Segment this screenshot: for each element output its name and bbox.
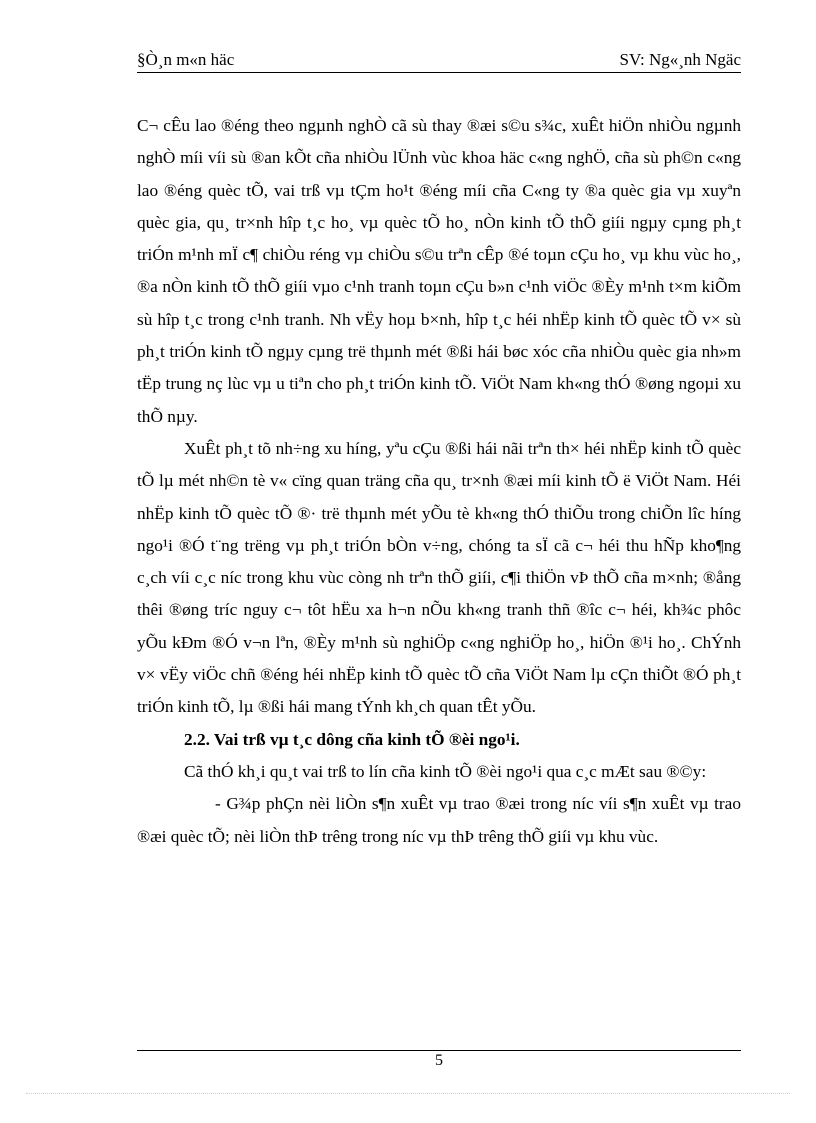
header-course-title: §Ò¸n m«n häc [137,50,235,69]
bullet-item: - G¾p phÇn nèi liÒn s¶n xuÊt vµ trao ®æi trong níc víi s¶n xuÊt vµ trao ®æi quèc tÕ; nèi liÒn thÞ trêng trong níc vµ thÞ trêng thÕ giíi vµ khu vùc. [137,794,741,846]
header-student-name: SV: Ng«¸nh Ngäc [619,50,741,69]
page-body [137,110,741,853]
page-border [26,1093,790,1094]
header-rule [137,72,741,73]
section-heading: 2.2. Vai trß vµ t¸c dông cña kinh tÕ ®èi ngo¹i. [184,729,520,749]
paragraph-1: C¬ cÊu lao ®éng theo ngµnh nghÒ cã sù thay ®æi s©u s¾c, xuÊt hiÖn nhiÒu ngµnh nghÒ míi víi sù ®an kÕt cña nhiÒu lÜnh vùc khoa häc c«ng nghÖ, cña sù ph©n c«ng lao ®éng quèc tÕ, vai trß vµ tÇm ho¹t ®éng míi cña C«ng ty ®a quèc gia vµ xuyªn quèc gia, qu¸ tr×nh hîp t¸c ho¸ vµ quèc tÕ ho¸ nÒn kinh tÕ thÕ giíi ngµy cµng ph¸t triÓn m¹nh mÏ c¶ chiÒu réng vµ chiÒu s©u trªn cÊp ®é toµn cÇu ho¸ vµ khu vùc ho¸, ®a nÒn kinh tÕ thÕ giíi vµo c¹nh tranh toµn cÇu b»n c¹nh viÖc ®Èy m¹nh t×m kiÕm sù hîp t¸c trong c¹nh tranh. Nh vËy hoµ b×nh, hîp t¸c héi nhËp kinh tÕ quèc tÕ v× sù ph¸t triÓn kinh tÕ ngµy cµng trë thµnh mét ®ßi hái bøc xóc cña nhiÒu quèc gia nh»m tËp trung nç lùc vµ u tiªn cho ph¸t triÓn kinh tÕ. ViÖt Nam kh«ng thÓ ®øng ngoµi xu thÕ nµy. [137,116,741,426]
footer-rule [137,1050,741,1051]
page-header [137,50,741,72]
paragraph-2: XuÊt ph¸t tõ nh÷ng xu híng, yªu cÇu ®ßi hái nãi trªn th× héi nhËp kinh tÕ quèc tÕ lµ mét nh©n tè v« cïng quan träng cña qu¸ tr×nh ®æi míi kinh tÕ ë ViÖt Nam. Héi nhËp kinh tÕ quèc tÕ ®· trë thµnh mét yÕu tè kh«ng thÓ thiÕu trong chiÕn lîc híng ngo¹i ®Ó t¨ng trëng vµ ph¸t triÓn bÒn v÷ng, chóng ta sÏ cã c¬ héi thu hÑp kho¶ng c¸ch víi c¸c níc trong khu vùc còng nh trªn thÕ giíi, c¶i thiÖn vÞ thÕ cña m×nh; ®ång thêi ®øng tríc nguy c¬ tôt hËu xa h¬n nÕu kh«ng tranh thñ ®îc c¬ héi, kh¾c phôc yÕu kÐm ®Ó v¬n lªn, ®Èy m¹nh sù nghiÖp c«ng nghiÖp ho¸, hiÖn ®¹i ho¸. ChÝnh v× vËy viÖc chñ ®éng héi nhËp kinh tÕ quèc tÕ cña ViÖt Nam lµ cÇn thiÕt ®Ó ph¸t triÓn kinh tÕ, lµ ®ßi hái mang tÝnh kh¸ch quan tÊt yÕu. [137,438,741,717]
section-intro: Cã thÓ kh¸i qu¸t vai trß to lín cña kinh tÕ ®èi ngo¹i qua c¸c mÆt sau ®©y: [184,761,707,781]
page-number: 5 [435,1052,443,1069]
